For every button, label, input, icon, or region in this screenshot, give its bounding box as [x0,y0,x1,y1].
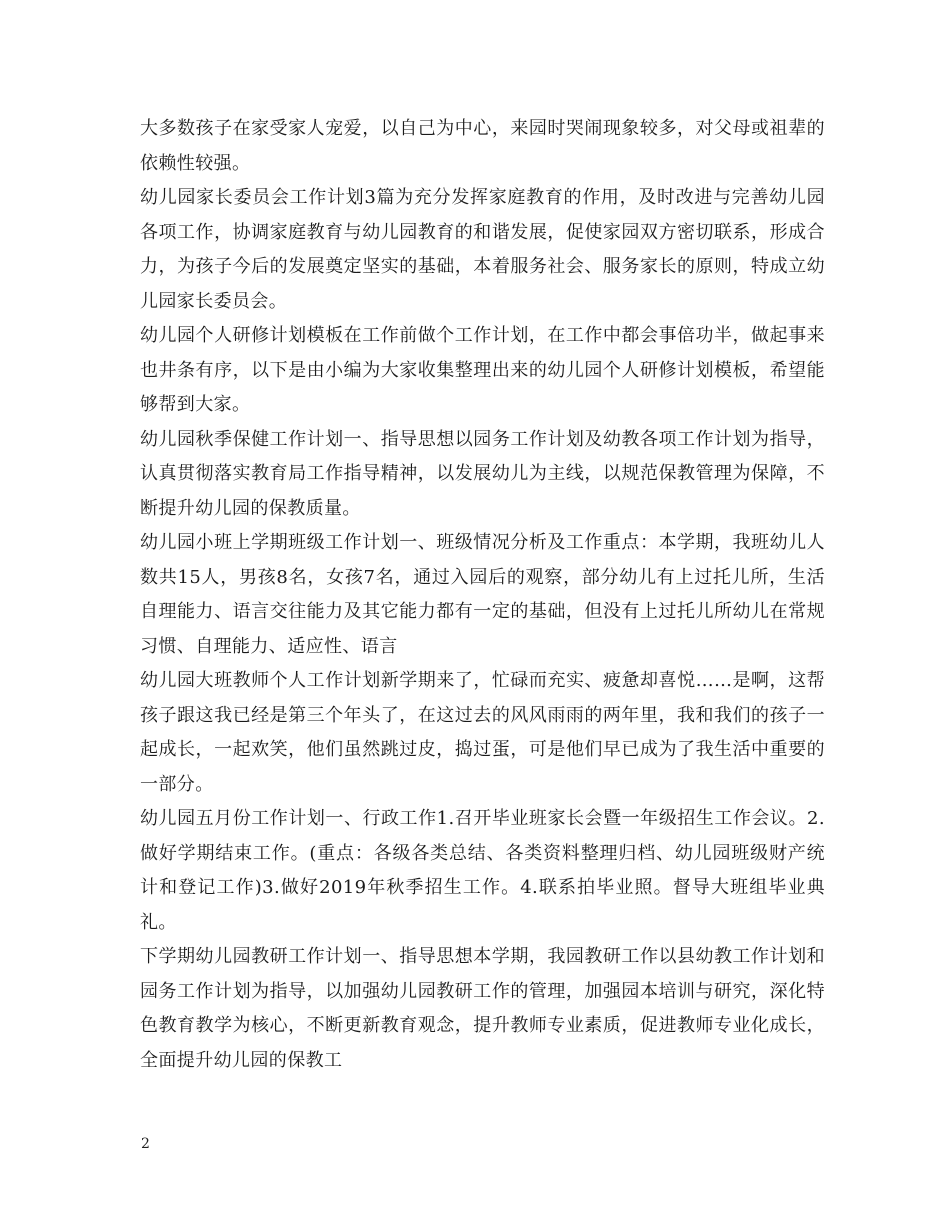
paragraph-2: 幼儿园家长委员会工作计划3篇为充分发挥家庭教育的作用，及时改进与完善幼儿园各项工作，协调家庭教育与幼儿园教育的和谐发展，促使家园双方密切联系，形成合力，为孩子今后的发展奠定坚实的基础，本着服务社会、服务家长的原则，特成立幼儿园家长委员会。 [140,187,825,312]
paragraph-4: 幼儿园秋季保健工作计划一、指导思想以园务工作计划及幼教各项工作计划为指导，认真贯彻落实教育局工作指导精神，以发展幼儿为主线，以规范保教管理为保障，不断提升幼儿园的保教质量。 [140,428,825,519]
paragraph-6: 幼儿园大班教师个人工作计划新学期来了，忙碌而充实、疲惫却喜悦……是啊，这帮孩子跟这我已经是第三个年头了，在这过去的风风雨雨的两年里，我和我们的孩子一起成长，一起欢笑，他们虽然跳过皮，捣过蛋，可是他们早已成为了我生活中重要的一部分。 [140,670,825,795]
paragraph-3: 幼儿园个人研修计划模板在工作前做个工作计划，在工作中都会事倍功半，做起事来也井条有序，以下是由小编为大家收集整理出来的幼儿园个人研修计划模板，希望能够帮到大家。 [140,325,825,415]
paragraph-8: 下学期幼儿园教研工作计划一、指导思想本学期，我园教研工作以县幼教工作计划和园务工作计划为指导，以加强幼儿园教研工作的管理，加强园本培训与研究，深化特色教育教学为核心，不断更新教育观念，提升教师专业素质，促进教师专业化成长，全面提升幼儿园的保教工 [140,946,825,1071]
paragraph-7: 幼儿园五月份工作计划一、行政工作1.召开毕业班家长会暨一年级招生工作会议。2.做好学期结束工作。(重点：各级各类总结、各类资料整理归档、幼儿园班级财产统计和登记工作)3.做好2019年秋季招生工作。4.联系拍毕业照。督导大班组毕业典礼。 [140,808,825,933]
page-number: 2 [141,1136,150,1152]
document-body [140,112,825,1078]
paragraph-1: 大多数孩子在家受家人宠爱，以自己为中心，来园时哭闹现象较多，对父母或祖辈的依赖性较强。 [140,118,825,174]
paragraph-5: 幼儿园小班上学期班级工作计划一、班级情况分析及工作重点：本学期，我班幼儿人数共15人，男孩8名，女孩7名，通过入园后的观察，部分幼儿有上过托儿所，生活自理能力、语言交往能力及其它能力都有一定的基础，但没有上过托儿所幼儿在常规习惯、自理能力、适应性、语言 [140,532,825,657]
